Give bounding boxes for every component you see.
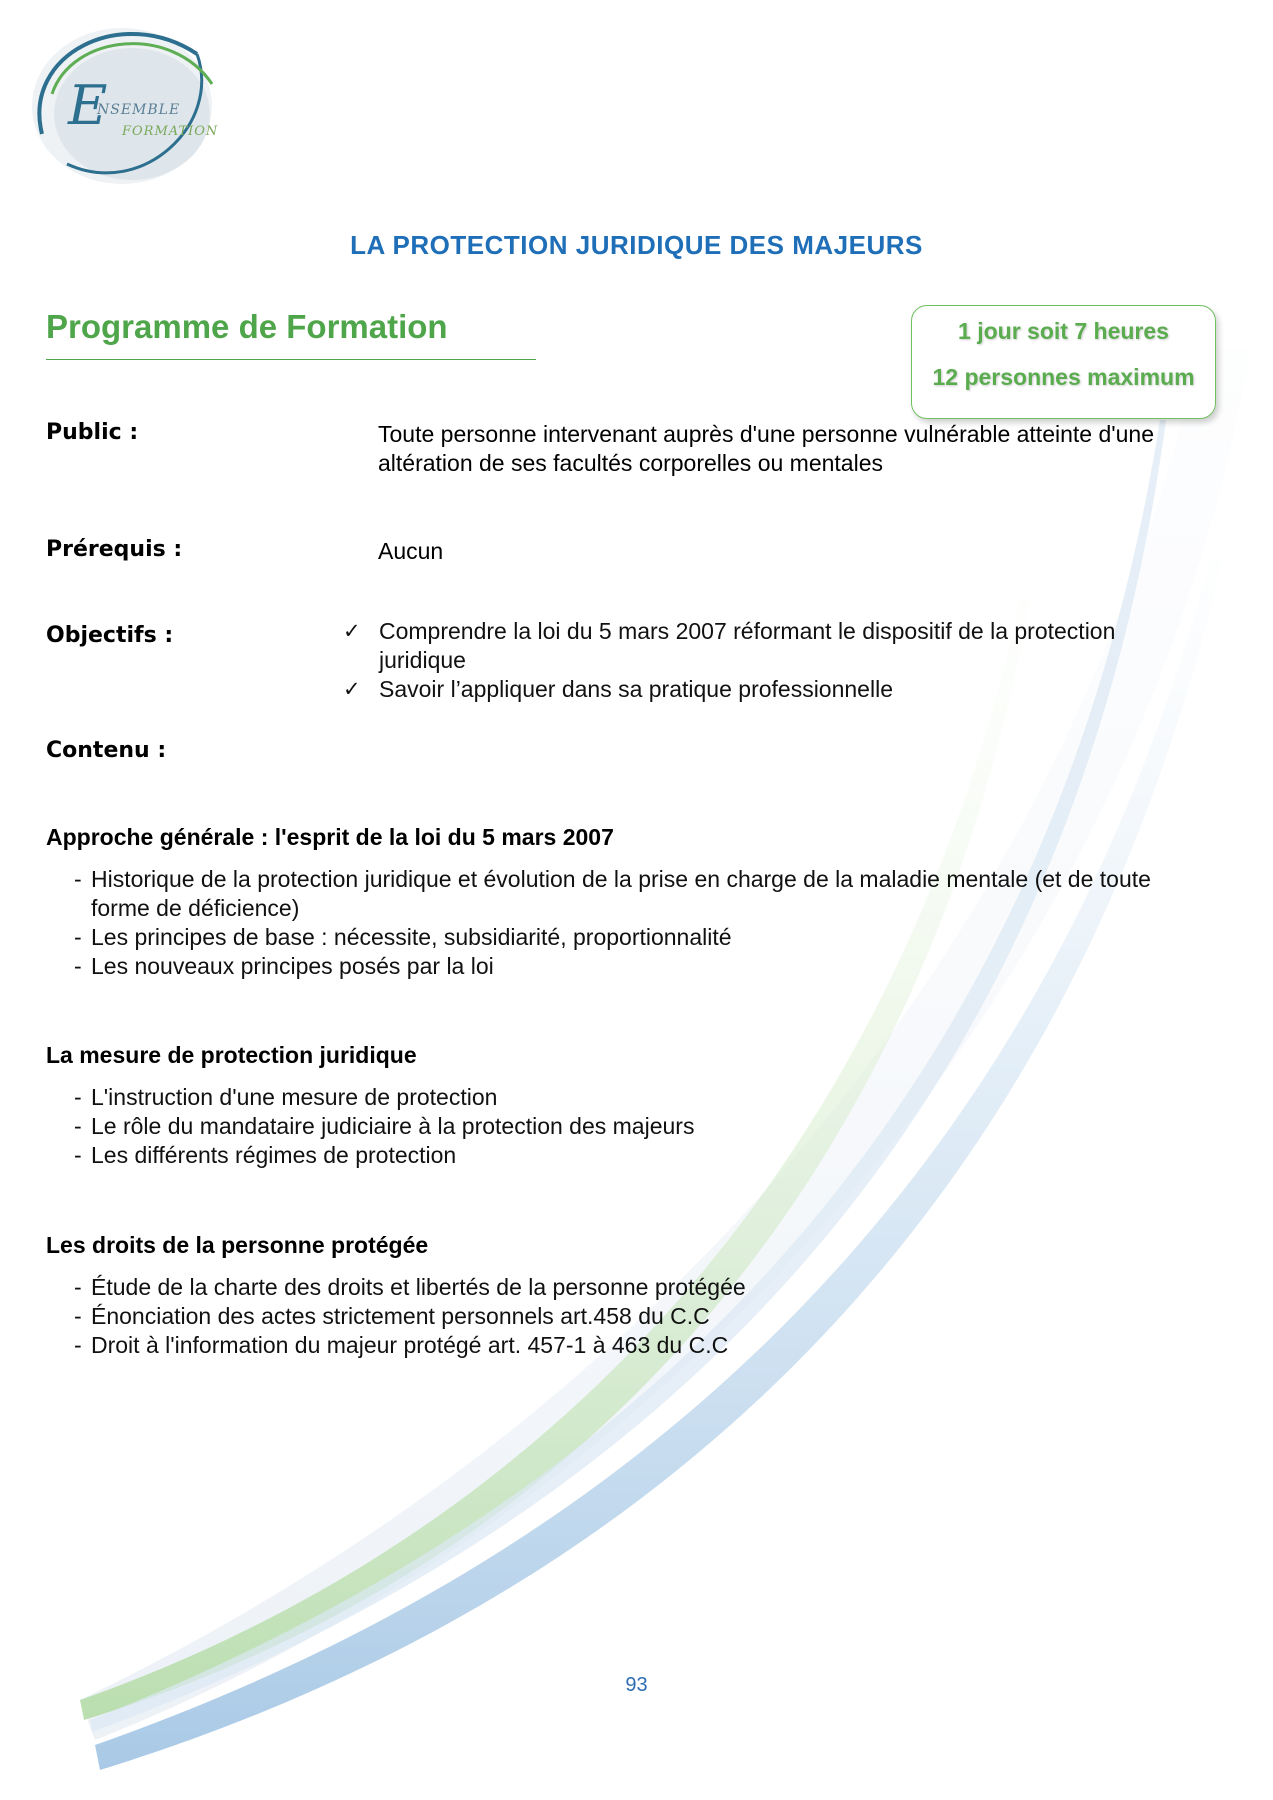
program-title: Programme de Formation — [46, 308, 448, 345]
contenu-label: Contenu : — [46, 738, 167, 763]
section-list — [74, 1083, 1204, 1170]
capacity-text: 12 personnes maximum — [932, 364, 1195, 390]
list-item: - Le rôle du mandataire judiciaire à la protection des majeurs — [74, 1113, 695, 1139]
public-value: Toute personne intervenant auprès d'une personne vulnérable atteinte d'une altération de ses facultés corporelles ou mentales — [378, 421, 1155, 476]
section-list — [74, 1273, 1204, 1360]
objectif-text: Savoir l’appliquer dans sa pratique professionnelle — [379, 676, 893, 702]
checkmark-icon: ✓ — [343, 619, 361, 643]
svg-text:E: E — [68, 74, 108, 137]
list-item-text: Les nouveaux principes posés par la loi — [91, 953, 494, 979]
section-title: Les droits de la personne protégée — [46, 1232, 429, 1258]
list-item-text: Étude de la charte des droits et libertés de la personne protégée — [91, 1274, 746, 1300]
objectifs-list — [340, 617, 1200, 704]
list-item: - Les nouveaux principes posés par la loi — [74, 953, 494, 979]
list-item — [340, 617, 1200, 675]
section-title: La mesure de protection juridique — [46, 1042, 417, 1068]
list-item: - Historique de la protection juridique et évolution de la prise en charge de la maladie mentale (et de toute forme de déficience) — [74, 866, 1151, 921]
list-item: - Énonciation des actes strictement personnels art.458 du C.C — [74, 1303, 710, 1329]
list-item-text: Énonciation des actes strictement personnels art.458 du C.C — [91, 1303, 710, 1329]
logo-text-ensemble: NSEMBLE — [97, 102, 181, 118]
list-item: - Les différents régimes de protection — [74, 1142, 457, 1168]
prerequis-label: Prérequis : — [46, 537, 183, 562]
list-item-text: Le rôle du mandataire judiciaire à la protection des majeurs — [91, 1113, 695, 1139]
prerequis-value: Aucun — [378, 538, 444, 564]
ensemble-formation-logo — [22, 14, 227, 194]
list-item-text: Droit à l'information du majeur protégé art. 457-1 à 463 du C.C — [91, 1332, 729, 1358]
objectif-text: Comprendre la loi du 5 mars 2007 réformant le dispositif de la protection juridique — [379, 618, 1116, 673]
list-item: - Étude de la charte des droits et libertés de la personne protégée — [74, 1274, 746, 1300]
objectifs-label: Objectifs : — [46, 623, 174, 648]
logo-text-formation: FORMATION — [122, 124, 219, 139]
list-item: - Droit à l'information du majeur protégé art. 457-1 à 463 du C.C — [74, 1332, 729, 1358]
duration-info-box — [911, 305, 1216, 419]
program-title-underline — [46, 359, 536, 360]
list-item-text: Historique de la protection juridique et évolution de la prise en charge de la maladie mentale (et de toute forme de déficience) — [91, 866, 1151, 921]
list-item: - L'instruction d'une mesure de protection — [74, 1084, 498, 1110]
checkmark-icon: ✓ — [343, 677, 361, 701]
list-item: - Les principes de base : nécessite, subsidiarité, proportionnalité — [74, 924, 732, 950]
page-number: 93 — [625, 1674, 648, 1696]
section-title: Approche générale : l'esprit de la loi du 5 mars 2007 — [46, 824, 614, 850]
section-list — [74, 865, 1204, 981]
list-item-text: L'instruction d'une mesure de protection — [91, 1084, 498, 1110]
list-item-text: Les différents régimes de protection — [91, 1142, 457, 1168]
list-item-text: Les principes de base : nécessite, subsidiarité, proportionnalité — [91, 924, 732, 950]
document-title: LA PROTECTION JURIDIQUE DES MAJEURS — [350, 230, 923, 260]
duration-text: 1 jour soit 7 heures — [958, 318, 1169, 344]
list-item — [340, 675, 1200, 704]
public-label: Public : — [46, 420, 139, 445]
